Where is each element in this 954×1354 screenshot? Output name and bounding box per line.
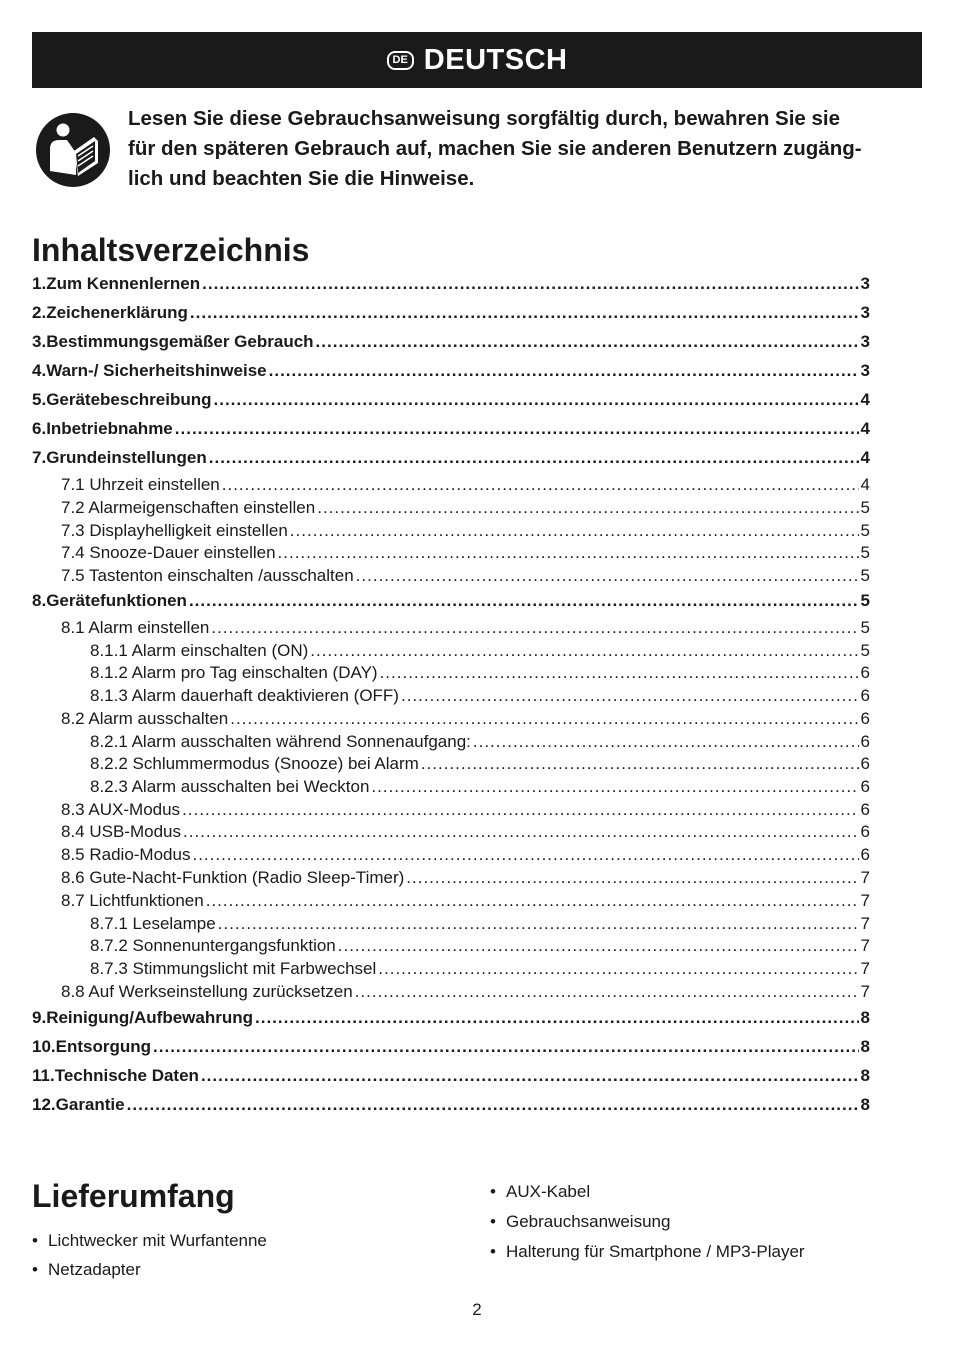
toc-entry-page: 5 <box>860 618 870 637</box>
toc-entry-page: 5 <box>860 566 870 585</box>
toc-entry-label: Gerätebeschreibung <box>46 390 212 409</box>
toc-leader-dots <box>189 591 859 611</box>
scope-item <box>490 1212 670 1232</box>
toc-entry[interactable] <box>32 822 870 842</box>
toc-leader-dots <box>201 1066 859 1086</box>
toc-entry[interactable] <box>32 891 870 911</box>
toc-entry-label: 7.1 Uhrzeit einstellen <box>61 475 220 494</box>
toc-entry-page: 6 <box>860 663 870 682</box>
bullet-icon: • <box>490 1242 496 1261</box>
language-code-badge: DE <box>387 51 414 70</box>
toc-entry-label: Bestimmungsgemäßer Gebrauch <box>46 332 314 351</box>
toc-entry[interactable] <box>32 475 870 495</box>
toc-entry-page: 4 <box>860 448 870 467</box>
read-manual-icon <box>36 113 110 187</box>
toc-entry-label: 8.7 Lichtfunktionen <box>61 891 204 910</box>
scope-item-label: Lichtwecker mit Wurfantenne <box>48 1231 267 1250</box>
toc-entry-label: 7.4 Snooze-Dauer einstellen <box>61 543 276 562</box>
toc-entry-label: 8.7.1 Leselampe <box>90 914 216 933</box>
toc-entry-page: 7 <box>860 936 870 955</box>
toc-entry-label: Reinigung/Aufbewahrung <box>46 1008 254 1027</box>
toc-leader-dots <box>206 891 859 911</box>
toc-entry[interactable] <box>32 1095 870 1115</box>
toc-leader-dots <box>356 566 859 586</box>
toc-entry-number: 8. <box>32 591 47 610</box>
toc-entry[interactable] <box>32 566 870 586</box>
toc-entry-number: 6. <box>32 419 47 438</box>
toc-leader-dots <box>269 361 859 381</box>
toc-entry[interactable] <box>32 732 870 752</box>
toc-entry[interactable] <box>32 274 870 294</box>
toc-leader-dots <box>355 982 859 1002</box>
intro-line: für den späteren Gebrauch auf, machen Sie sie anderen Benutzern zugäng- <box>128 137 862 160</box>
intro-text <box>128 104 862 194</box>
toc-entry[interactable] <box>32 641 870 661</box>
toc-entry-label: 8.3 AUX-Modus <box>61 800 181 819</box>
toc-leader-dots <box>406 868 858 888</box>
toc-entry[interactable] <box>32 618 870 638</box>
scope-item <box>32 1231 267 1251</box>
toc-entry-label: 8.7.2 Sonnenuntergangsfunktion <box>90 936 336 955</box>
toc-leader-dots <box>209 448 859 468</box>
toc-entry-page: 3 <box>860 303 870 322</box>
toc-entry-page: 7 <box>860 868 870 887</box>
toc-leader-dots <box>202 274 858 294</box>
toc-entry-label: 8.8 Auf Werkseinstellung zurücksetzen <box>61 982 353 1001</box>
toc-entry-label: Gerätefunktionen <box>46 591 187 610</box>
toc-entry-page: 6 <box>860 754 870 773</box>
toc-leader-dots <box>310 641 858 661</box>
toc-entry-page: 8 <box>860 1095 870 1114</box>
toc-leader-dots <box>421 754 859 774</box>
toc-leader-dots <box>278 543 859 563</box>
toc-entry[interactable] <box>32 390 870 410</box>
toc-leader-dots <box>317 498 858 518</box>
toc-entry-page: 3 <box>860 361 870 380</box>
toc-entry-label: 8.1.2 Alarm pro Tag einschalten (DAY) <box>90 663 378 682</box>
bullet-icon: • <box>32 1260 38 1279</box>
toc-entry-label: Grundeinstellungen <box>46 448 207 467</box>
page-number: 2 <box>472 1300 482 1319</box>
toc-leader-dots <box>218 914 859 934</box>
toc-entry-page: 8 <box>860 1066 870 1085</box>
toc-entry-number: 7. <box>32 448 47 467</box>
toc-entry[interactable] <box>32 448 870 468</box>
toc-leader-dots <box>378 959 858 979</box>
toc-entry-number: 4. <box>32 361 47 380</box>
toc-entry-page: 7 <box>860 959 870 978</box>
toc-entry-page: 4 <box>860 475 870 494</box>
scope-item <box>490 1182 590 1202</box>
intro-notice <box>36 104 926 194</box>
toc-entry-page: 4 <box>860 419 870 438</box>
toc-entry-number: 5. <box>32 390 47 409</box>
toc-leader-dots <box>255 1008 859 1028</box>
toc-leader-dots <box>473 732 859 752</box>
toc-entry-page: 3 <box>860 332 870 351</box>
toc-leader-dots <box>290 521 859 541</box>
toc-entry[interactable] <box>32 419 870 439</box>
toc-entry-label: 8.1 Alarm einstellen <box>61 618 210 637</box>
toc-entry-page: 7 <box>860 982 870 1001</box>
scope-item-label: AUX-Kabel <box>506 1182 591 1201</box>
toc-entry[interactable] <box>32 754 870 774</box>
toc-entry-page: 6 <box>860 686 870 705</box>
toc-entry-page: 7 <box>860 914 870 933</box>
toc-entry[interactable] <box>32 800 870 820</box>
toc-leader-dots <box>192 845 858 865</box>
bullet-icon: • <box>490 1212 496 1231</box>
toc-entry-label: Zeichenerklärung <box>46 303 188 322</box>
toc-leader-dots <box>127 1095 859 1115</box>
toc-title: Inhaltsverzeichnis <box>32 232 310 268</box>
toc-leader-dots <box>222 475 859 495</box>
toc-entry-number: 1. <box>32 274 47 293</box>
toc-leader-dots <box>214 390 859 410</box>
toc-entry[interactable] <box>32 361 870 381</box>
intro-line: lich und beachten Sie die Hinweise. <box>128 167 475 190</box>
toc-leader-dots <box>380 663 859 683</box>
scope-item-label: Halterung für Smartphone / MP3-Player <box>506 1242 805 1261</box>
toc-entry-label: 8.5 Radio-Modus <box>61 845 191 864</box>
scope-item <box>490 1242 805 1262</box>
toc-entry-label: Zum Kennenlernen <box>46 274 201 293</box>
toc-entry[interactable] <box>32 777 870 797</box>
toc-entry-page: 6 <box>860 777 870 796</box>
toc-entry-label: 8.4 USB-Modus <box>61 822 181 841</box>
toc-entry-label: Warn-/ Sicherheitshinweise <box>46 361 267 380</box>
toc-entry-number: 11. <box>32 1066 55 1085</box>
scope-item <box>32 1260 141 1280</box>
toc-leader-dots <box>183 822 859 842</box>
toc-entry-label: Entsorgung <box>55 1037 152 1056</box>
toc-entry-page: 8 <box>860 1008 870 1027</box>
toc-leader-dots <box>316 332 859 352</box>
toc-entry[interactable] <box>32 591 870 611</box>
toc-entry[interactable] <box>32 303 870 323</box>
toc-entry[interactable] <box>32 332 870 352</box>
toc-entry-label: Garantie <box>55 1095 125 1114</box>
bullet-icon: • <box>32 1231 38 1250</box>
toc-leader-dots <box>401 686 859 706</box>
toc-entry-number: 3. <box>32 332 47 351</box>
toc-entry[interactable] <box>32 868 870 888</box>
toc-leader-dots <box>153 1037 859 1057</box>
toc-entry-page: 6 <box>860 800 870 819</box>
toc-leader-dots <box>211 618 858 638</box>
toc-entry-page: 5 <box>860 591 870 610</box>
toc-leader-dots <box>175 419 859 439</box>
toc-entry-label: 8.1.3 Alarm dauerhaft deaktivieren (OFF) <box>90 686 399 705</box>
bullet-icon: • <box>490 1182 496 1201</box>
toc-entry-label: 8.1.1 Alarm einschalten (ON) <box>90 641 309 660</box>
toc-leader-dots <box>338 936 859 956</box>
toc-entry-page: 6 <box>860 822 870 841</box>
toc-entry-page: 8 <box>860 1037 870 1056</box>
language-header-bar <box>32 32 922 88</box>
toc-entry-label: 8.2.1 Alarm ausschalten während Sonnenaufgang: <box>90 732 471 751</box>
toc-entry-number: 2. <box>32 303 47 322</box>
toc-entry[interactable] <box>32 1008 870 1028</box>
toc-entry-page: 5 <box>860 498 870 517</box>
toc-entry-label: 7.2 Alarmeigenschaften einstellen <box>61 498 316 517</box>
toc-entry[interactable] <box>32 845 870 865</box>
toc-entry[interactable] <box>32 686 870 706</box>
toc-entry-label: 8.2.3 Alarm ausschalten bei Weckton <box>90 777 370 796</box>
toc-entry-page: 5 <box>860 641 870 660</box>
toc-entry[interactable] <box>32 982 870 1002</box>
toc-entry[interactable] <box>32 709 870 729</box>
toc-leader-dots <box>182 800 858 820</box>
toc-entry[interactable] <box>32 936 870 956</box>
toc-entry[interactable] <box>32 1037 870 1057</box>
toc-entry-label: 8.2 Alarm ausschalten <box>61 709 229 728</box>
toc-entry-label: 7.5 Tastenton einschalten /ausschalten <box>61 566 354 585</box>
toc-entry-label: 8.7.3 Stimmungslicht mit Farbwechsel <box>90 959 377 978</box>
toc-entry-page: 5 <box>860 543 870 562</box>
toc-entry-page: 3 <box>860 274 870 293</box>
toc-entry[interactable] <box>32 914 870 934</box>
toc-entry-page: 6 <box>860 709 870 728</box>
toc-entry-number: 12. <box>32 1095 56 1114</box>
toc-entry[interactable] <box>32 521 870 541</box>
toc-entry-page: 4 <box>860 390 870 409</box>
toc-leader-dots <box>371 777 858 797</box>
language-title: DEUTSCH <box>423 43 568 76</box>
toc-entry[interactable] <box>32 663 870 683</box>
toc-entry[interactable] <box>32 498 870 518</box>
toc-entry-page: 7 <box>860 891 870 910</box>
toc-entry-page: 6 <box>860 845 870 864</box>
toc-entry[interactable] <box>32 543 870 563</box>
toc-entry-number: 10. <box>32 1037 56 1056</box>
toc-entry-label: Technische Daten <box>54 1066 199 1085</box>
intro-line: Lesen Sie diese Gebrauchsanweisung sorgfältig durch, bewahren Sie sie <box>128 107 841 130</box>
toc-entry-label: 8.2.2 Schlummermodus (Snooze) bei Alarm <box>90 754 419 773</box>
toc-entry-label: 8.6 Gute-Nacht-Funktion (Radio Sleep-Timer) <box>61 868 405 887</box>
toc-entry-page: 6 <box>860 732 870 751</box>
toc-leader-dots <box>190 303 859 323</box>
toc-entry-number: 9. <box>32 1008 47 1027</box>
toc-entry[interactable] <box>32 959 870 979</box>
toc-entry-label: 7.3 Displayhelligkeit einstellen <box>61 521 288 540</box>
scope-title: Lieferumfang <box>32 1178 235 1214</box>
toc-entry-label: Inbetriebnahme <box>46 419 173 438</box>
toc-leader-dots <box>230 709 858 729</box>
scope-item-label: Gebrauchsanweisung <box>506 1212 671 1231</box>
toc-entry[interactable] <box>32 1066 870 1086</box>
scope-item-label: Netzadapter <box>48 1260 141 1279</box>
toc-entry-page: 5 <box>860 521 870 540</box>
